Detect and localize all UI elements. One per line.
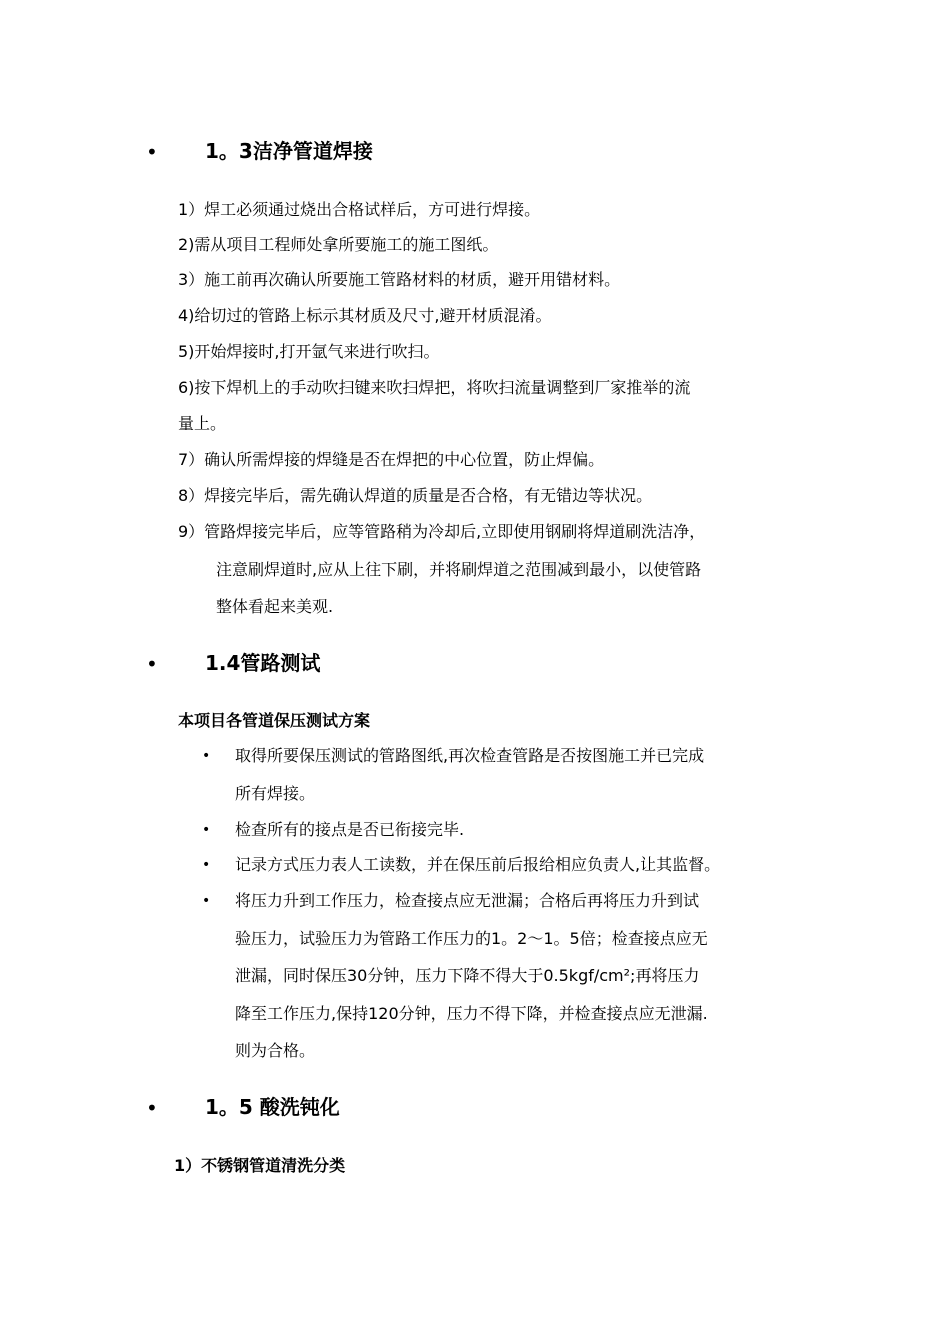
list-item-continuation: 验压力，试验压力为管路工作压力的1。2～1。5倍；检查接点应无 <box>235 929 708 948</box>
list-item: 记录方式压力表人工读数，并在保压前后报给相应负责人,让其监督。 <box>235 855 721 874</box>
list-item: 7）确认所需焊接的焊缝是否在焊把的中心位置，防止焊偏。 <box>178 450 605 469</box>
list-item: 取得所要保压测试的管路图纸,再次检查管路是否按图施工并已完成 <box>235 746 705 765</box>
list-item: 9）管路焊接完毕后，应等管路稍为冷却后,立即使用钢刷将焊道刷洗洁净， <box>178 522 706 541</box>
list-item: 4)给切过的管路上标示其材质及尺寸,避开材质混淆。 <box>178 306 552 325</box>
list-bullet: • <box>202 893 211 909</box>
list-item: 1）焊工必须通过烧出合格试样后，方可进行焊接。 <box>178 200 541 219</box>
list-item-continuation: 降至工作压力,保持120分钟，压力不得下降，并检查接点应无泄漏. <box>235 1004 708 1023</box>
list-item: 6)按下焊机上的手动吹扫键来吹扫焊把，将吹扫流量调整到厂家推举的流 <box>178 378 691 397</box>
list-bullet: • <box>202 857 211 873</box>
list-item-continuation: 泄漏，同时保压30分钟，压力下降不得大于0.5kgf/cm²;再将压力 <box>235 966 700 985</box>
list-item: 5)开始焊接时,打开氩气来进行吹扫。 <box>178 342 440 361</box>
list-item-continuation: 则为合格。 <box>235 1041 316 1060</box>
section-subtitle: 本项目各管道保压测试方案 <box>178 711 371 730</box>
heading-bullet: • <box>146 140 158 164</box>
list-item: 3）施工前再次确认所要施工管路材料的材质，避开用错材料。 <box>178 270 621 289</box>
list-item: 检查所有的接点是否已衔接完毕. <box>235 820 465 839</box>
heading-bullet: • <box>146 652 158 676</box>
section-subtitle: 1）不锈钢管道清洗分类 <box>174 1156 346 1175</box>
section-heading-1-4: 1.4管路测试 <box>205 651 321 675</box>
heading-bullet: • <box>146 1096 158 1120</box>
list-item: 2)需从项目工程师处拿所要施工的施工图纸。 <box>178 235 499 254</box>
section-heading-1-3: 1。3洁净管道焊接 <box>205 139 373 163</box>
list-item-continuation: 注意刷焊道时,应从上往下刷，并将刷焊道之范围减到最小，以使管路 <box>216 560 702 579</box>
list-item-continuation: 整体看起来美观. <box>216 597 334 616</box>
list-bullet: • <box>202 822 211 838</box>
list-item: 将压力升到工作压力，检查接点应无泄漏；合格后再将压力升到试 <box>235 891 700 910</box>
list-item: 8）焊接完毕后，需先确认焊道的质量是否合格，有无错边等状况。 <box>178 486 653 505</box>
list-item-continuation: 所有焊接。 <box>235 784 316 803</box>
list-item-continuation: 量上。 <box>178 414 227 433</box>
section-heading-1-5: 1。5 酸洗钝化 <box>205 1095 340 1119</box>
list-bullet: • <box>202 748 211 764</box>
